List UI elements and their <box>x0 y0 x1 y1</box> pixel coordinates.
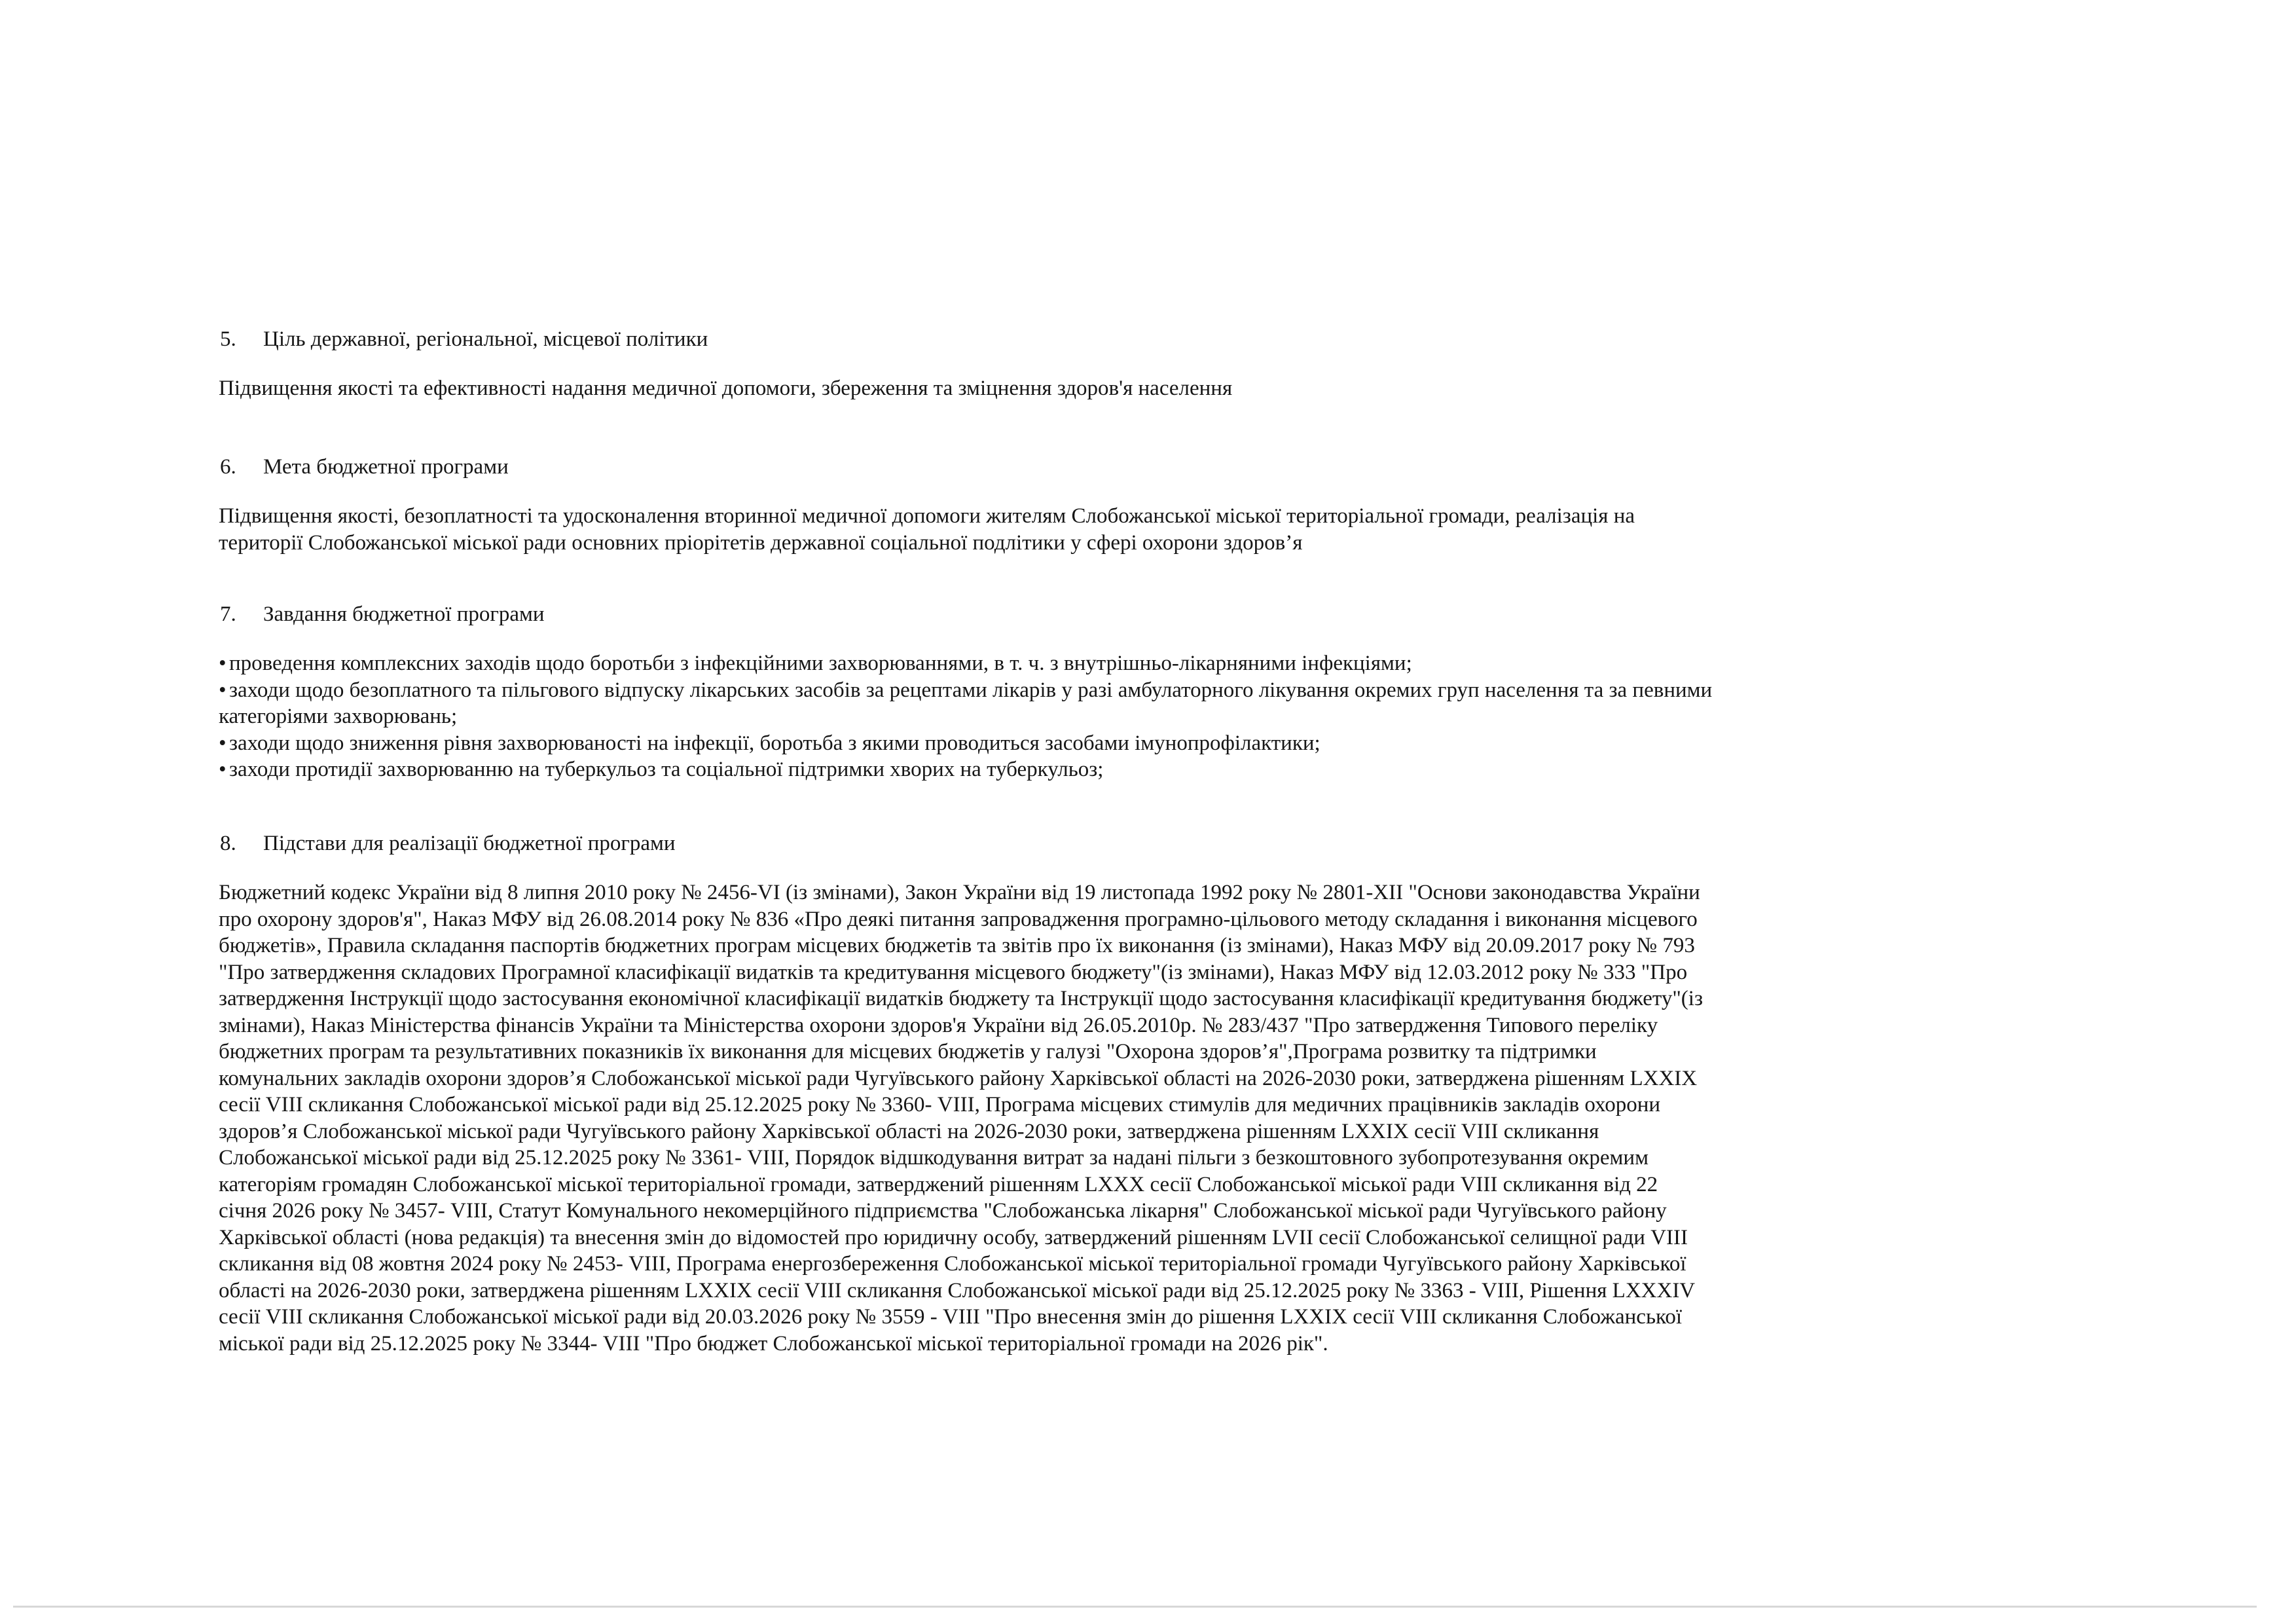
section-heading <box>219 601 1947 627</box>
text-line: області на 2026-2030 роки, затверджена рішенням LXXIX сесії VIII скликання Слобожанської міської ради від 25.12.2025 року № 3363 - VIII, Рішення LXXXIV <box>219 1278 1696 1302</box>
text-line: Слобожанської міської ради від 25.12.2025 року № 3361- VIII, Порядок відшкодування витрат за надані пільги з безкоштовного зубопротезування окремим <box>219 1146 1649 1170</box>
text-line: міської ради від 25.12.2025 року № 3344- VIII "Про бюджет Слобожанської міської територіальної громади на 2026 рік". <box>219 1331 1328 1356</box>
text-line: січня 2026 року № 3457- VIII, Статут Комунального некомерційного підприємства "Слобожанська лікарня" Слобожанської міської ради Чугуївського району <box>219 1199 1667 1223</box>
list-item-text: заходи щодо безоплатного та пільгового відпуску лікарських засобів за рецептами лікарів у разі амбулаторного лікування окремих груп населення та за певними <box>229 678 1713 702</box>
text-line: про охорону здоров'я", Наказ МФУ від 26.08.2014 року № 836 «Про деякі питання запровадження програмно-цільового методу складання і виконання місцевого <box>219 907 1698 931</box>
text-line: Бюджетний кодекс України від 8 липня 2010 року № 2456-VI (із змінами), Закон України від 19 листопада 1992 року № 2801-XII "Основи законодавства України <box>219 881 1700 904</box>
list-item <box>219 730 1947 757</box>
section-number: 8. <box>220 832 236 855</box>
text-line: Харківської області (нова редакція) та внесення змін до відомостей про юридичну особу, затверджений рішенням LVII сесії Слобожанської селищної ради VIII <box>219 1225 1688 1249</box>
text-line: затвердження Інструкції щодо застосування економічної класифікації видатків бюджету та Інструкції щодо застосування класифікації кредитування бюджету"(із <box>219 987 1703 1010</box>
text-line: бюджетів», Правила складання паспортів бюджетних програм місцевих бюджетів та звітів про їх виконання (із змінами), Наказ МФУ від 20.09.2017 року № 793 <box>219 934 1695 957</box>
section-heading <box>219 830 1947 857</box>
section-7 <box>219 601 1947 783</box>
bullet-icon: • <box>219 678 227 702</box>
text-line: сесії VIII скликання Слобожанської міської ради від 20.03.2026 року № 3559 - VIII "Про внесення змін до рішення LXXIX сесії VIII скликання Слобожанської <box>219 1305 1683 1329</box>
section-body <box>219 879 1947 1357</box>
section-title: Мета бюджетної програми <box>263 455 509 479</box>
text-line: Підвищення якості, безоплатності та удосконалення вторинної медичної допомоги жителям Слобожанської міської територіальної громади, реалізація на <box>219 504 1635 528</box>
section-number: 6. <box>220 455 236 479</box>
section-5 <box>219 326 1947 402</box>
text-line: комунальних закладів охорони здоров’я Слобожанської міської ради Чугуївського району Харківської області на 2026-2030 роки, затверджена рішенням LXXIX <box>219 1066 1698 1090</box>
section-number: 7. <box>220 602 236 626</box>
text-line: скликання від 08 жовтня 2024 року № 2453- VIII, Програма енергозбереження Слобожанської міської територіальної громади Чугуївського району Харківської <box>219 1252 1686 1276</box>
text-line: Підвищення якості та ефективності надання медичної допомоги, збереження та зміцнення здоров'я населення <box>219 377 1233 400</box>
list-item <box>219 650 1947 677</box>
list-item-text: заходи щодо зниження рівня захворюваності на інфекції, боротьба з якими проводиться засобами імунопрофілактики; <box>229 731 1321 755</box>
bullet-icon: • <box>219 731 227 755</box>
text-line: території Слобожанської міської ради основних пріорітетів державної соціальної подлітики у сфері охорони здоров’я <box>219 530 1303 555</box>
list-item <box>219 677 1947 730</box>
tasks-list <box>219 650 1947 783</box>
text-line: здоров’я Слобожанської міської ради Чугуївського району Харківської області на 2026-2030 роки, затверджена рішенням LXXIX сесії VIII скликання <box>219 1119 1599 1143</box>
section-8 <box>219 830 1947 1357</box>
list-item-text: проведення комплексних заходів щодо боротьби з інфекційними захворюваннями, в т. ч. з внутрішньо-лікарняними інфекціями; <box>229 652 1412 675</box>
page-bottom-divider <box>13 1606 2257 1608</box>
text-line: категоріям громадян Слобожанської міської територіальної громади, затверджений рішенням LXXX сесії Слобожанської міської ради VIII скликання від 22 <box>219 1172 1658 1196</box>
section-body <box>219 503 1947 556</box>
list-item <box>219 756 1947 783</box>
section-title: Підстави для реалізації бюджетної програми <box>263 832 676 855</box>
section-title: Завдання бюджетної програми <box>263 602 545 626</box>
section-number: 5. <box>220 327 236 351</box>
section-6 <box>219 454 1947 556</box>
list-item-text: заходи протидії захворюванню на туберкульоз та соціальної підтримки хворих на туберкульоз; <box>229 758 1104 781</box>
list-item-text: категоріями захворювань; <box>219 705 458 728</box>
text-line: сесії VIII скликання Слобожанської міської ради від 25.12.2025 року № 3360- VIII, Програма місцевих стимулів для медичних працівників закладів охорони <box>219 1093 1661 1116</box>
section-body <box>219 375 1947 402</box>
text-line: "Про затвердження складових Програмної класифікації видатків та кредитування місцевого бюджету"(із змінами), Наказ МФУ від 12.03.2012 року № 333 "Про <box>219 960 1688 984</box>
section-heading <box>219 454 1947 480</box>
bullet-icon: • <box>219 652 227 675</box>
section-heading <box>219 326 1947 352</box>
text-line: бюджетних програм та результативних показників їх виконання для місцевих бюджетів у галузі "Охорона здоров’я",Програма розвитку та підтримки <box>219 1040 1597 1063</box>
bullet-icon: • <box>219 758 227 781</box>
section-title: Ціль державної, регіональної, місцевої політики <box>263 327 708 351</box>
text-line: змінами), Наказ Міністерства фінансів України та Міністерства охорони здоров'я України від 26.05.2010р. № 283/437 "Про затвердження Типового переліку <box>219 1013 1658 1037</box>
